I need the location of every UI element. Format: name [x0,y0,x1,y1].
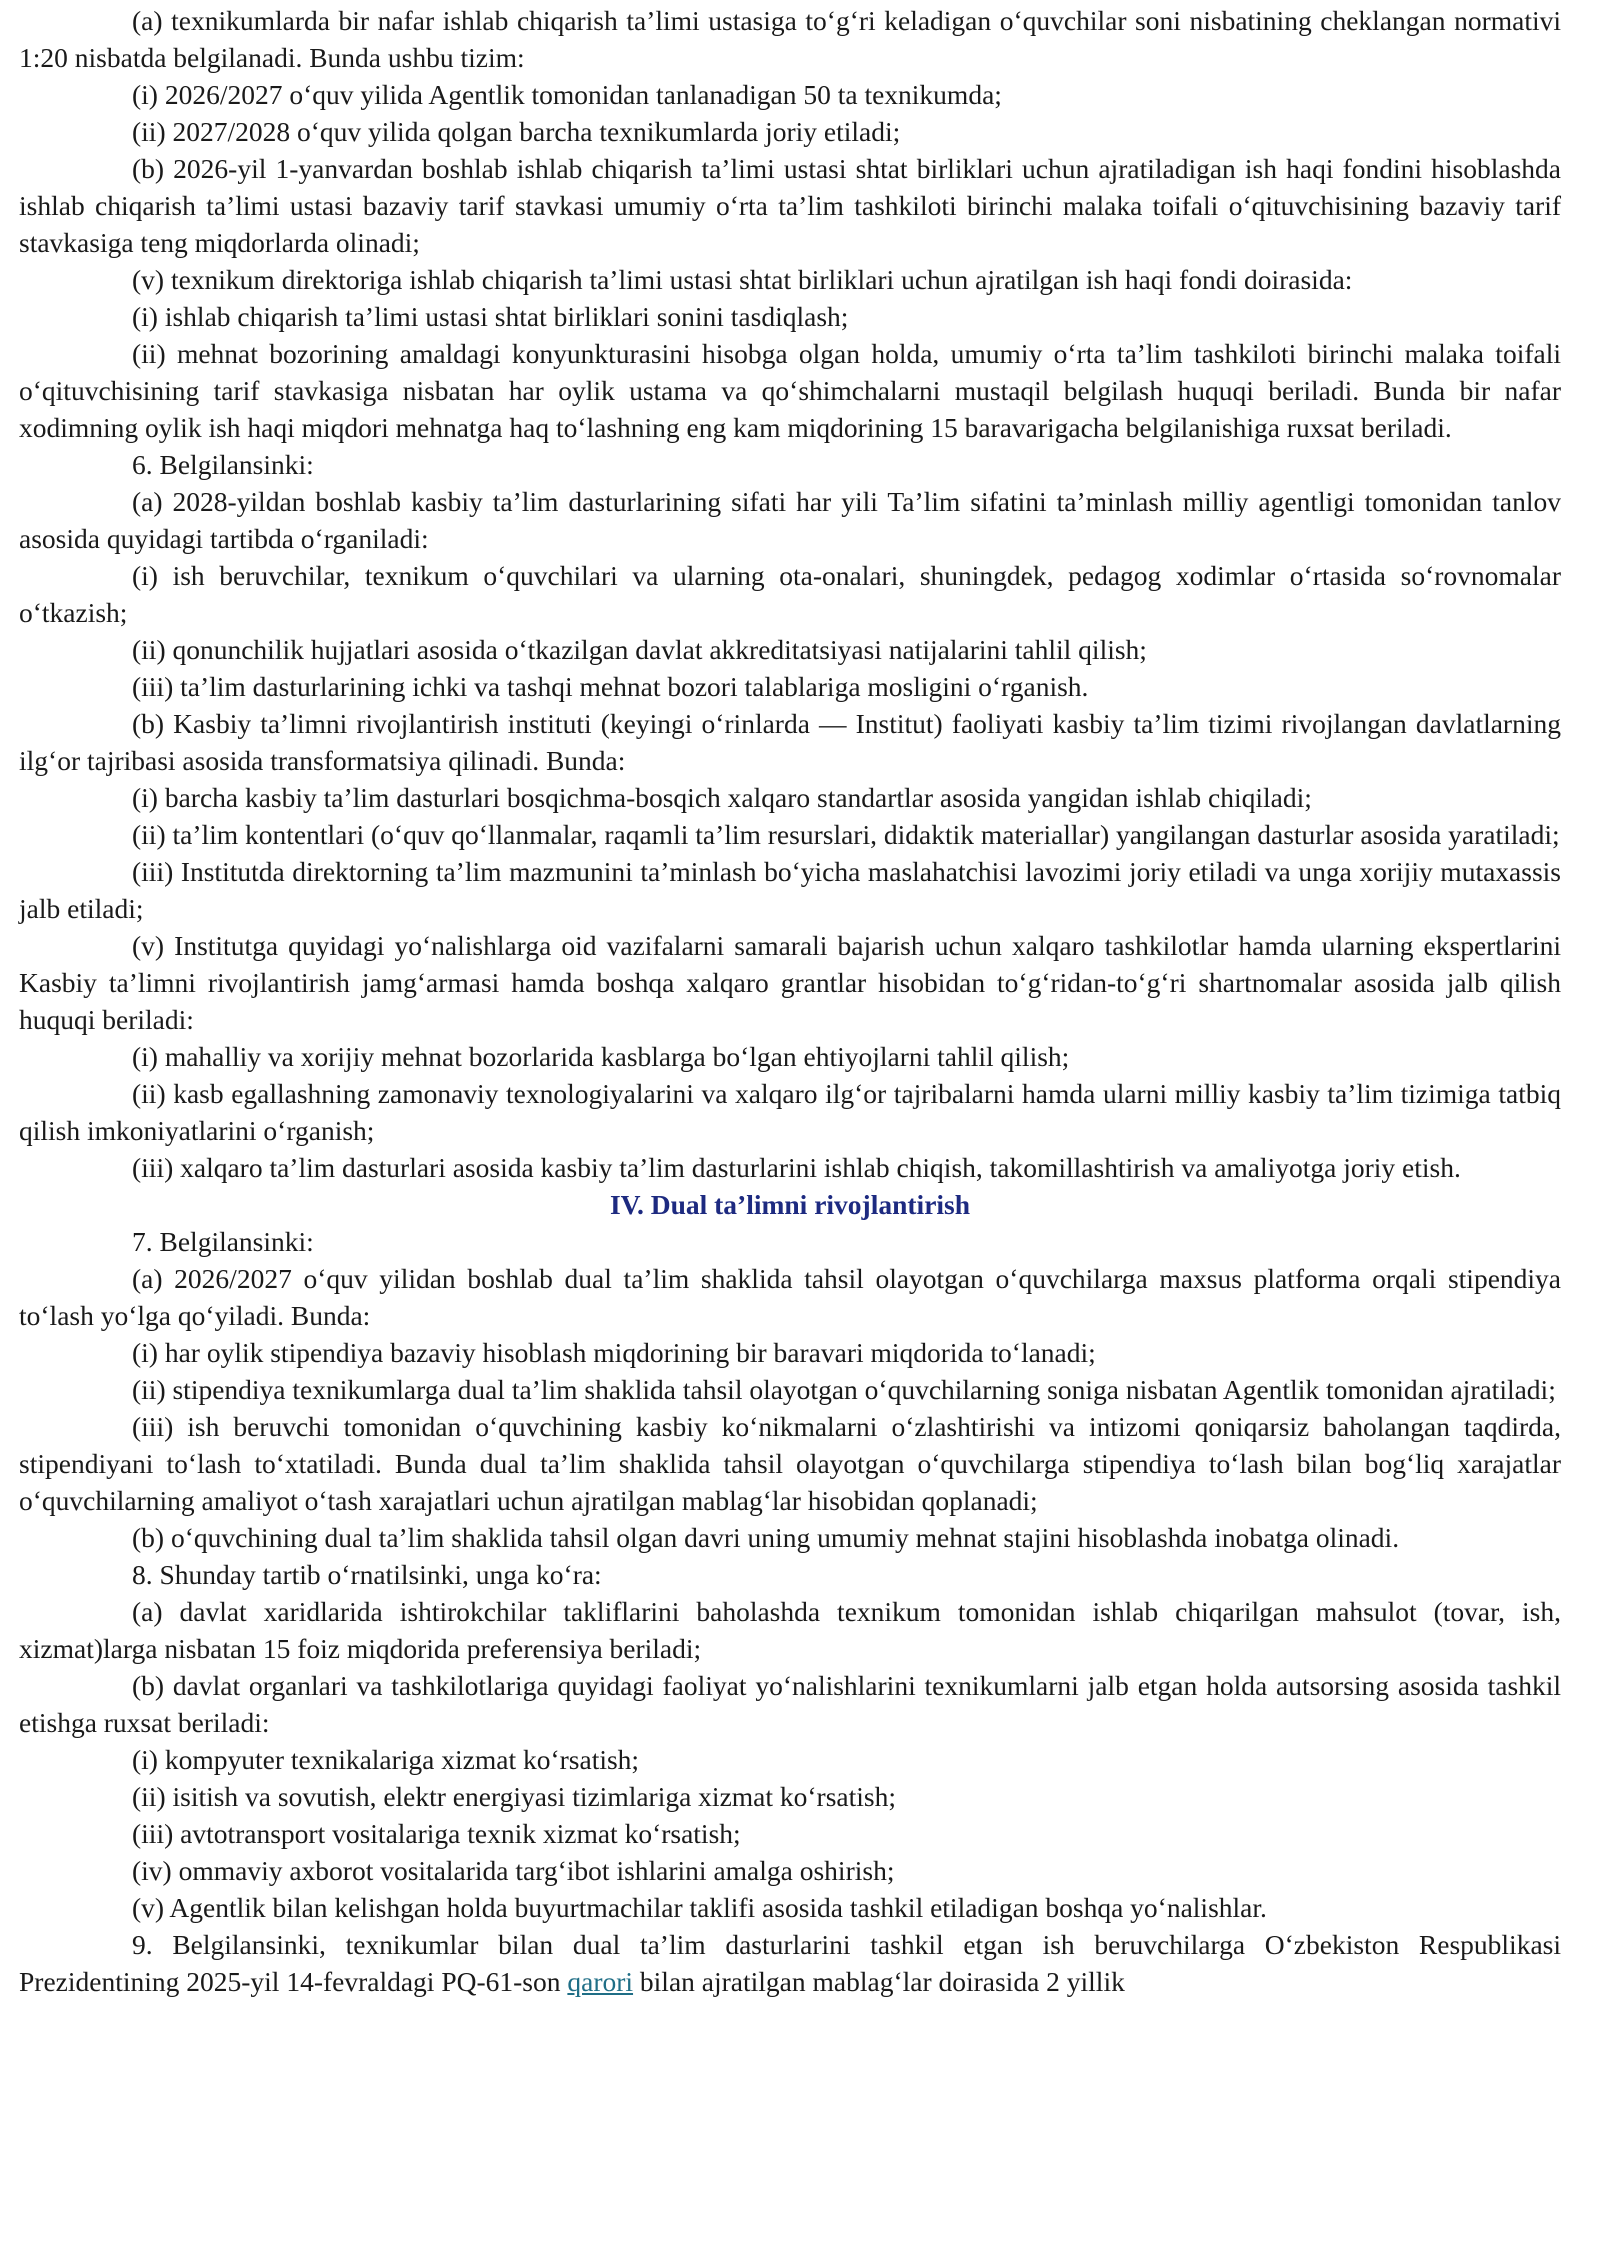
paragraph: (i) kompyuter texnikalariga xizmat ko‘rsatish; [132,1744,640,1775]
paragraph: (ii) ta’lim kontentlari (o‘quv qo‘llanmalar, raqamli ta’lim resurslari, didaktik materiallar) yangilangan dasturlar asosida yaratiladi; [132,819,1560,850]
paragraph: (ii) stipendiya texnikumlarga dual ta’lim shaklida tahsil olayotgan o‘quvchilarning soniga nisbatan Agentlik tomonidan ajratiladi; [132,1374,1556,1405]
paragraph: 7. Belgilansinki: [132,1226,314,1257]
paragraph: (iii) ta’lim dasturlarining ichki va tashqi mehnat bozori talablariga mosligini o‘rganish. [132,671,1089,702]
paragraph: (i) barcha kasbiy ta’lim dasturlari bosqichma-bosqich xalqaro standartlar asosida yangidan ishlab chiqiladi; [132,782,1312,813]
paragraph: (a) davlat xaridlarida ishtirokchilar takliflarini baholashda texnikum tomonidan ishlab chiqarilgan mahsulot (tovar, ish, xizmat)larga nisbatan 15 foiz miqdorida preferensiya beriladi; [19,1596,1561,1664]
paragraph: (b) Kasbiy ta’limni rivojlantirish instituti (keyingi o‘rinlarda — Institut) faoliyati kasbiy ta’lim tizimi rivojlangan davlatlarning ilg‘or tajribasi asosida transformatsiya qilinadi. Bunda: [19,708,1561,776]
paragraph: (ii) 2027/2028 o‘quv yilida qolgan barcha texnikumlarda joriy etiladi; [132,116,901,147]
paragraph: (i) 2026/2027 o‘quv yilida Agentlik tomonidan tanlanadigan 50 ta texnikumda; [132,79,1002,110]
paragraph: 6. Belgilansinki: [132,449,314,480]
paragraph-text-after-link: bilan ajratilgan mablag‘lar doirasida 2 yillik [633,1966,1125,1997]
paragraph: (a) 2028-yildan boshlab kasbiy ta’lim dasturlarining sifati har yili Ta’lim sifatini ta’minlash milliy agentligi tomonidan tanlov asosida quyidagi tartibda o‘rganiladi: [19,486,1561,554]
section-heading: IV. Dual ta’limni rivojlantirish [609,1189,971,1220]
paragraph: (v) Agentlik bilan kelishgan holda buyurtmachilar taklifi asosida tashkil etiladigan boshqa yo‘nalishlar. [132,1892,1267,1923]
paragraph: (a) texnikumlarda bir nafar ishlab chiqarish ta’limi ustasiga to‘g‘ri keladigan o‘quvchilar soni nisbatining cheklangan normativi 1:20 nisbatda belgilanadi. Bunda ushbu tizim: [19,5,1561,73]
decree-link[interactable]: qarori [567,1966,634,1997]
paragraph: 8. Shunday tartib o‘rnatilsinki, unga ko‘ra: [132,1559,602,1590]
paragraph: (v) Institutga quyidagi yo‘nalishlarga oid vazifalarni samarali bajarish uchun xalqaro tashkilotlar hamda ularning ekspertlarini Kasbiy ta’limni rivojlantirish jamg‘armasi hamda boshqa xalqaro grantlar hisobidan to‘g‘ridan-to‘g‘ri shartnomalar asosida jalb qilish huquqi beriladi: [19,930,1561,1035]
paragraph: (iii) avtotransport vositalariga texnik xizmat ko‘rsatish; [132,1818,741,1849]
paragraph: (iv) ommaviy axborot vositalarida targ‘ibot ishlarini amalga oshirish; [132,1855,895,1886]
document-body [19,2,1561,2000]
paragraph: (i) mahalliy va xorijiy mehnat bozorlarida kasblarga bo‘lgan ehtiyojlarni tahlil qilish; [132,1041,1070,1072]
paragraph: (b) o‘quvchining dual ta’lim shaklida tahsil olgan davri uning umumiy mehnat stajini hisoblashda inobatga olinadi. [132,1522,1400,1553]
paragraph-with-link [19,1926,1561,2000]
paragraph: (v) texnikum direktoriga ishlab chiqarish ta’limi ustasi shtat birliklari uchun ajratilgan ish haqi fondi doirasida: [132,264,1353,295]
paragraph: (i) har oylik stipendiya bazaviy hisoblash miqdorining bir baravari miqdorida to‘lanadi; [132,1337,1096,1368]
paragraph: (ii) mehnat bozorining amaldagi konyunkturasini hisobga olgan holda, umumiy o‘rta ta’lim tashkiloti birinchi malaka toifali o‘qituvchisining tarif stavkasiga nisbatan har oylik ustama va qo‘shimchalarni mustaqil belgilash huquqi beriladi. Bunda bir nafar xodimning oylik ish haqi miqdori mehnatga haq to‘lashning eng kam miqdorining 15 baravarigacha belgilanishiga ruxsat beriladi. [19,338,1561,443]
paragraph: (iii) ish beruvchi tomonidan o‘quvchining kasbiy ko‘nikmalarni o‘zlashtirishi va intizomi qoniqarsiz baholangan taqdirda, stipendiyani to‘lash to‘xtatiladi. Bunda dual ta’lim shaklida tahsil olayotgan o‘quvchilarga stipendiya to‘lash bilan bog‘liq xarajatlar o‘quvchilarning amaliyot o‘tash xarajatlari uchun ajratilgan mablag‘lar hisobidan qoplanadi; [19,1411,1561,1516]
paragraph: (i) ishlab chiqarish ta’limi ustasi shtat birliklari sonini tasdiqlash; [132,301,849,332]
paragraph: (ii) kasb egallashning zamonaviy texnologiyalarini va xalqaro ilg‘or tajribalarni hamda ularni milliy kasbiy ta’lim tizimiga tatbiq qilish imkoniyatlarini o‘rganish; [19,1078,1561,1146]
paragraph: (iii) xalqaro ta’lim dasturlari asosida kasbiy ta’lim dasturlarini ishlab chiqish, takomillashtirish va amaliyotga joriy etish. [132,1152,1461,1183]
paragraph-text-before-link: 9. Belgilansinki, texnikumlar bilan dual ta’lim dasturlarini tashkil etgan ish beruvchilarga O‘zbekiston Respublikasi Prezidentining 2025-yil 14-fevraldagi PQ-61-son [19,1929,1561,1997]
paragraph: (i) ish beruvchilar, texnikum o‘quvchilari va ularning ota-onalari, shuningdek, pedagog xodimlar o‘rtasida so‘rovnomalar o‘tkazish; [19,560,1561,628]
paragraph: (ii) qonunchilik hujjatlari asosida o‘tkazilgan davlat akkreditatsiyasi natijalarini tahlil qilish; [132,634,1147,665]
paragraph: (b) 2026-yil 1-yanvardan boshlab ishlab chiqarish ta’limi ustasi shtat birliklari uchun ajratiladigan ish haqi fondini hisoblashda ishlab chiqarish ta’limi ustasi bazaviy tarif stavkasi umumiy o‘rta ta’lim tashkiloti birinchi malaka toifali o‘qituvchisining bazaviy tarif stavkasiga teng miqdorlarda olinadi; [19,153,1561,258]
paragraph: (a) 2026/2027 o‘quv yilidan boshlab dual ta’lim shaklida tahsil olayotgan o‘quvchilarga maxsus platforma orqali stipendiya to‘lash yo‘lga qo‘yiladi. Bunda: [19,1263,1561,1331]
paragraph: (ii) isitish va sovutish, elektr energiyasi tizimlariga xizmat ko‘rsatish; [132,1781,896,1812]
paragraph: (b) davlat organlari va tashkilotlariga quyidagi faoliyat yo‘nalishlarini texnikumlarni jalb etgan holda autsorsing asosida tashkil etishga ruxsat beriladi: [19,1670,1561,1738]
paragraph: (iii) Institutda direktorning ta’lim mazmunini ta’minlash bo‘yicha maslahatchisi lavozimi joriy etiladi va unga xorijiy mutaxassis jalb etiladi; [19,856,1561,924]
